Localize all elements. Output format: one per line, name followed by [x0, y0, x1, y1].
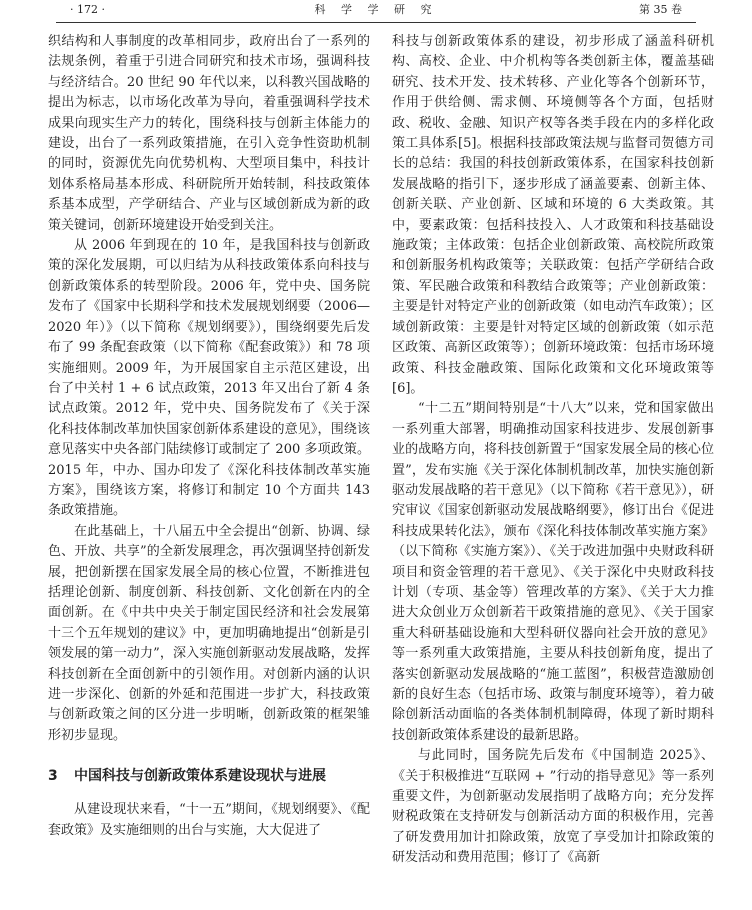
- paragraph: 从建设现状来看，“十一五”期间，《规划纲要》、《配套政策》及实施细则的出台与实施，大大促进了: [48, 802, 370, 838]
- paragraph: 织结构和人事制度的改革相同步，政府出台了一系列的法规条例，着重于引进合同研究和技术市场，强调科技与经济结合。20 世纪 90 年代以来，以科教兴国战略的提出为标志，以市场化改革为导向，着重强调科学技术成果向现实生产力的转化，围绕科技与创新主体能力的建设，出台了一系列政策措施，在引入竞争性资助机制的同时，资源优先向优势机构、大型项目集中，科技计划体系格局基本形成、科研院所开始转制，科技政策体系基本成型，产学研结合、产业与区域创新成为新的政策关键词，创新环境建设开始受到关注。: [48, 34, 370, 233]
- volume-label: 第 35 卷: [639, 3, 682, 16]
- section-title: 中国科技与创新政策体系建设现状与进展: [74, 768, 326, 785]
- paragraph: 与此同时，国务院先后发布《中国制造 2025》、《关于积极推进“互联网 + ”行动的指导意见》等一系列重要文件，为创新驱动发展指明了战略方向；充分发挥财税政策在支持研发与创新活动方面的积极作用，完善了研发费用加计扣除政策，放宽了享受加计扣除政策的研发活动和费用范围；修订了《高新: [392, 748, 714, 866]
- section-number: 3: [48, 768, 58, 785]
- paragraph: 从 2006 年到现在的 10 年，是我国科技与创新政策的深化发展期，可以归结为从科技政策体系向科技与创新政策体系的转型阶段。2006 年，党中央、国务院发布了《国家中长期科学和技术发展规划纲要（2006—2020 年）》（以下简称《规划纲要》），围绕纲要先后发布了 99 条配套政策（以下简称《配套政策》）和 78 项实施细则。2009 年，为开展国家自主示范区建设，出台了中关村 1 + 6 试点政策，2013 年又出台了新 4 条试点政策。2012 年，党中央、国务院发布了《关于深化科技体制改革加快国家创新体系建设的意见》，围绕该意见落实中央各部门陆续修订或制定了 200 多项政策。2015 年，中办、国办印发了《深化科技体制改革实施方案》，围绕该方案，将修订和制定 10 个方面共 143 条政策措施。: [48, 238, 370, 519]
- paragraph: 科技与创新政策体系的建设，初步形成了涵盖科研机构、高校、企业、中介机构等各类创新主体，覆盖基础研究、技术开发、技术转移、产业化等各个创新环节，作用于供给侧、需求侧、环境侧等各个方面，包括财政、税收、金融、知识产权等各类手段在内的多样化政策工具体系[5]。根据科技部政策法规与监督司贺德方司长的总结：我国的科技创新政策体系，在国家科技创新发展战略的指引下，逐步形成了涵盖要素、创新主体、创新关联、产业创新、区域和环境的 6 大类政策。其中，要素政策：包括科技投入、人才政策和科技基础设施政策；主体政策：包括企业创新政策、高校院所政策和创新服务机构政策等；关联政策：包括产学研结合政策、军民融合政策和科教结合政策等；产业创新政策：主要是针对特定产业的创新政策（如电动汽车政策）；区域创新政策：主要是针对特定区域的创新政策（如示范区政策、高新区政策等）；创新环境政策：包括市场环境政策、科技金融政策、国际化政策和文化环境政策等[6]。: [392, 34, 714, 396]
- running-header: [56, 0, 696, 23]
- paragraph: “十二五”期间特别是“十八大”以来，党和国家做出一系列重大部署，明确推动国家科技进步、发展创新事业的战略方向，将科技创新置于“国家发展全局的核心位置”，发布实施《关于深化体制机制改革，加快实施创新驱动发展战略的若干意见》（以下简称《若干意见》），研究审议《国家创新驱动发展战略纲要》，修订出台《促进科技成果转化法》，颁布《深化科技体制改革实施方案》（以下简称《实施方案》）、《关于改进加强中央财政科研项目和资金管理的若干意见》、《关于深化中央财政科技计划（专项、基金等）管理改革的方案》、《关于大力推进大众创业万众创新若干政策措施的意见》、《关于国家重大科研基础设施和大型科研仪器向社会开放的意见》等一系列重大政策措施，主要从科技创新角度，提出了落实创新驱动发展战略的“施工蓝图”，积极营造激励创新的良好生态（包括市场、政策与制度环境等），着力破除创新活动面临的各类体制机制障碍，体现了新时期科技创新政策体系建设的最新思路。: [392, 401, 714, 743]
- section-heading: [48, 766, 370, 786]
- left-column: [48, 32, 370, 841]
- journal-title: 科 学 学 研 究: [314, 3, 438, 16]
- paragraph: 在此基础上，十八届五中全会提出“创新、协调、绿色、开放、共享”的全新发展理念，再次强调坚持创新发展，把创新摆在国家发展全局的核心位置，不断推进包括理论创新、制度创新、科技创新、文化创新在内的全面创新。在《中共中央关于制定国民经济和社会发展第十三个五年规划的建议》中，更加明确地提出“创新是引领发展的第一动力”，深入实施创新驱动发展战略，发挥科技创新在全面创新中的引领作用。对创新内涵的认识进一步深化、创新的外延和范围进一步扩大，科技政策与创新政策之间的区分进一步明晰，创新政策的框架雏形初步显现。: [48, 523, 370, 743]
- right-column: [392, 32, 714, 869]
- page-number: · 172 ·: [70, 3, 105, 16]
